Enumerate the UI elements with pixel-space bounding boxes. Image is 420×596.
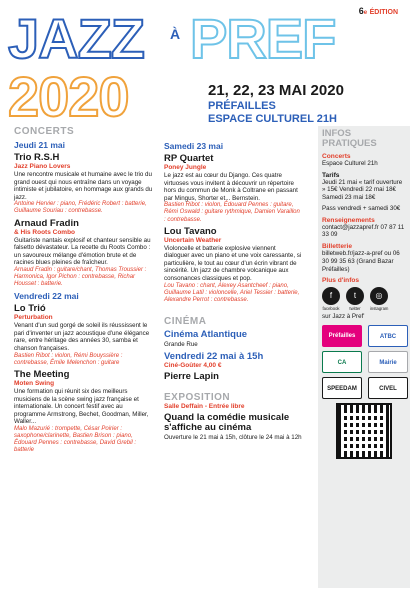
info-rens-text: contact@jazzapref.fr 07 87 11 33 09 [322,223,405,239]
act-rp-quartet-credits: Bastien Ribot : violon, Édouard Pennes : guitare, Rémi Oswald : guitare rythmique, Damien Varaillon : contrebasse. [164,202,300,223]
info-title-1: INFOS [322,128,352,139]
act-lou-tavano: Lou Tavano [164,225,217,237]
info-rens-heading: Renseignements [322,216,375,224]
instagram-label: instagram [370,306,389,312]
act-trio-rsh-sub: Jazz Piano Lovers [14,162,71,170]
info-tarifs-text: Jeudi 21 mai « tarif ouverture » 15€ Vendredi 22 mai 18€ Samedi 23 mai 18€ [322,178,403,202]
sponsor-logos [322,325,406,399]
day-saturday: Samedi 23 mai [164,141,224,151]
social-labels [322,306,406,311]
cinema-film: Pierre Lapin [164,370,219,382]
info-tarifs-heading: Tarifs [322,171,340,179]
info-bill-heading: Billetterie [322,243,353,251]
act-trio-rsh-desc: Une rencontre musicale et humaine avec le trio du grand ouest qui nous entraîne dans un voyage intimiste et jubilatoire, en hommage aux grands du jazz. [14,170,153,201]
logo-year: 2020 [8,65,129,128]
social-icons [322,287,406,305]
festival-venue: ESPACE CULTUREL 21H [208,113,337,125]
exposition-heading: EXPOSITION [164,391,231,403]
sponsor-logo-5: SPEEDAM [322,377,362,399]
facebook-label: facebook [322,306,340,312]
act-the-meeting-sub: Moten Swing [14,379,55,387]
edition-badge: 6e ÉDITION [358,6,398,16]
act-arnaud-fradin: Arnaud Fradin [14,217,79,229]
sponsor-logo-3: CA [322,351,362,373]
day-friday: Vendredi 22 mai [14,291,79,302]
act-trio-rsh: Trio R.S.H [14,152,60,163]
social-handle: sur Jazz à Pref' [322,313,365,321]
act-arnaud-fradin-sub: & His Roots Combo [14,228,76,236]
info-column [318,126,410,588]
act-the-meeting-desc: Une formation qui réunit six des meilleurs musiciens de la scène swing jazz française et internationale. Un concert festif avec au programme Armstrong, Bechet, Goodman, Miller, Waller... [14,387,149,426]
concerts-heading: CONCERTS [14,126,75,137]
twitter-label: twitter [349,306,361,312]
facebook-icon[interactable]: f [322,287,340,305]
cinema-venue: Cinéma Atlantique [164,329,248,341]
sponsor-logo-4: Mairie [368,351,408,373]
concerts-column-2 [164,126,302,441]
act-the-meeting: The Meeting [14,368,70,380]
act-arnaud-fradin-credits: Arnaud Fradin : guitare/chant, Thomas Troussier : Harmonica, Igor Pichon : contrebasse, Richar Housset : batterie. [14,266,147,288]
act-rp-quartet-sub: Poney Jungle [164,163,207,171]
qr-code-icon[interactable] [336,403,392,459]
act-rp-quartet: RP Quartet [164,153,214,164]
info-concerts-heading: Concerts [322,152,351,160]
info-panel [318,126,410,588]
act-lou-tavano-credits: Lou Tavano : chant, Alexey Asantcheef : piano, Guillaume Latil : violoncelle, Ariel Tessier : batterie, Alexandre Perrot : contrebasse. [164,282,300,303]
exposition-hours: Ouverture le 21 mai à 15h, clôture le 24 mai à 12h [164,433,302,441]
info-bill-text: billetweb.fr/jazz-a-pref ou 06 30 99 35 63 (Grand Bazar Préfailles) [322,250,400,273]
act-lou-tavano-desc: Violoncelle et batterie explosive viennent dialoguer avec un piano et une voix caressante, si particulière, le tout au cœur d'un écrin vibrant de sincérité. Un jazz de chambre volcanique aux consonances classiques et pop. [164,244,302,282]
info-plus-heading: Plus d'infos [322,277,360,285]
act-lo-trio-sub: Perturbation [14,314,53,322]
cinema-date: Vendredi 22 mai à 15h [164,350,264,362]
day-thursday: Jeudi 21 mai [14,140,66,150]
concerts-column-1 [14,126,154,455]
exposition-room: Salle Deffain - Entrée libre [164,402,245,410]
festival-town: PRÉFAILLES [208,100,276,112]
logo-jazz: JAZZ [8,7,144,70]
act-lo-trio-credits: Bastien Ribot : violon, Rémi Bouyssière : contrebasse, Émile Melenchon : guitare [14,352,123,366]
act-lou-tavano-sub: Uncertain Weather [164,236,222,244]
exposition-title: Quand la comédie musicale s'affiche au cinéma [164,411,290,433]
logo-a: À [170,26,180,42]
logo-pref: PREF [190,7,336,70]
cinema-venue-sub: Grande Rue [164,341,198,349]
act-the-meeting-credits: Malo Mazurié : trompette, César Poirier : saxophone/clarinette, Bastien Brison : piano, Édouard Pennes : contrebasse, David Grebil : batterie [14,425,137,454]
sponsor-logo-6: CIVEL [368,377,408,399]
act-lo-trio: Lo Trió [14,303,46,315]
cinema-heading: CINÉMA [164,316,207,328]
sponsor-logo-2: ATBC [368,325,408,347]
info-title-2: PRATIQUES [322,137,377,149]
act-arnaud-fradin-desc: Guitariste nantais explosif et chanteur sensible au falsetto dévastateur. La recette du Roots Combo : un savoureux mélange d'émotion brute et de racines blues pleines de fraîcheur. [14,236,151,267]
festival-dates: 21, 22, 23 MAI 2020 [208,82,344,99]
info-pass-text: Pass vendredi + samedi 30€ [322,204,401,212]
instagram-icon[interactable]: ◎ [370,287,388,305]
sponsor-logo-1: Préfailles [322,325,362,347]
act-trio-rsh-credits: Antoine Hervier : piano, Frédéric Robert : batterie, Guillaume Souriau : contrebasse. [14,201,147,215]
info-concerts-text: Espace Culturel 21h [322,159,378,167]
cinema-price: Ciné-Goûter 4,00 € [164,361,222,369]
twitter-icon[interactable]: t [346,287,364,305]
poster-header [0,0,420,128]
act-rp-quartet-desc: Le jazz est au cœur du Django. Ces quatre virtuoses vous invitent à découvrir un répertoire hors du commun de Monk à Coltrane en passant par Mingus, Shorter et... Bernstein. [164,171,298,202]
act-lo-trio-desc: Venant d'un sud gorgé de soleil ils réussissent le pari d'inventer un jazz acoustique d'une élégance rare, entre héritage des années 30, samba et chanson françaises. [14,322,150,353]
